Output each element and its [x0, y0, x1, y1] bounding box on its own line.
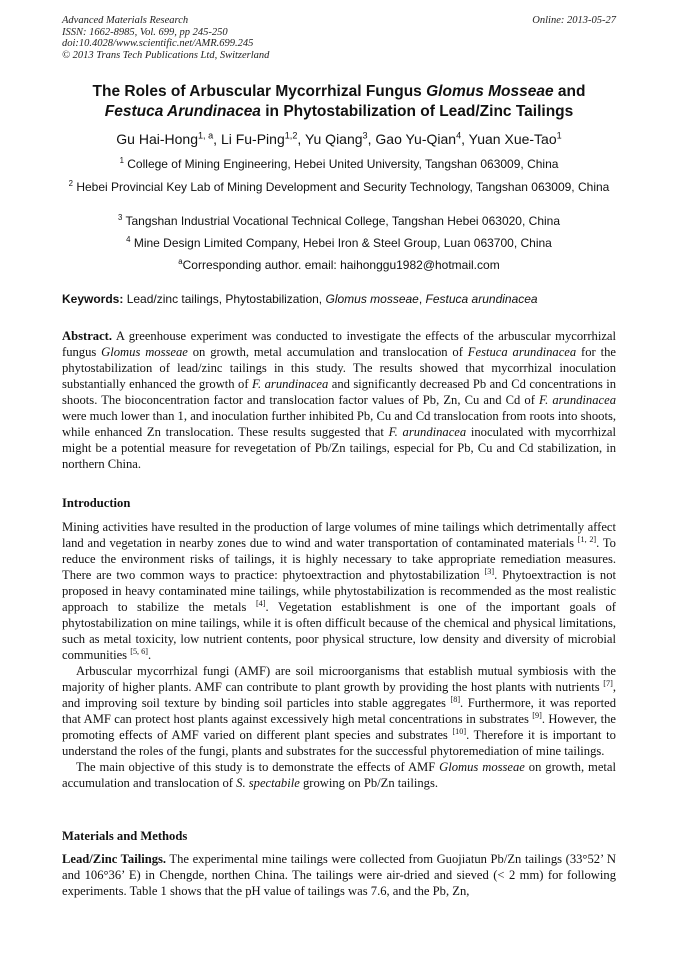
section-heading-introduction: Introduction [62, 496, 131, 510]
keywords: Keywords: Lead/zinc tailings, Phytostabilization, Glomus mosseae, Festuca arundinacea [62, 292, 538, 306]
author: Gu Hai-Hong$^{1, a}$ [116, 130, 214, 147]
paragraph: The main objective of this study is to demonstrate the effects of AMF Glomus mosseae on growth, metal accumulation and translocation of S. spectabile growing on Pb/Zn tailings. [62, 760, 616, 790]
paragraph: Arbuscular mycorrhizal fungi (AMF) are soil microorganisms that establish mutual symbiosis with the majority of higher plants. AMF can contribute to plant growth by providing the host plants with nutrients [7], and improving soil texture by binding soil particles into stable aggregates [8]. Furthermore, it was reported that AMF can protect host plants against excessively high metal concentrations in substrates [9]. However, the promoting effects of AMF varied on different plant species and substrates [10]. Therefore it is important to understand the roles of the fungi, plants and substrates for the successful phytoremediation of mine tailings. [62, 664, 616, 758]
abstract-label: Abstract. [62, 329, 113, 343]
author-list: Gu Hai-Hong$^{1, a}$, Li Fu-Ping$^{1,2}$, Yu Qiang$^3$, Gao Yu-Qian$^4$, Yuan Xue-Tao$^1$ [116, 130, 562, 147]
journal-name: Advanced Materials Research [62, 15, 189, 26]
keywords-label: Keywords: [62, 292, 124, 306]
issn: ISSN: 1662-8985, Vol. 699, pp 245-250 [62, 26, 228, 38]
introduction-body [62, 519, 616, 791]
corresponding-author: $^a$Corresponding author. email: haihonggu1982@hotmail.com [178, 257, 500, 272]
author: Yu Qiang$^3$ [304, 130, 368, 147]
paper-title [62, 82, 616, 122]
section-heading-methods: Materials and Methods [62, 829, 188, 843]
author: Gao Yu-Qian$^4$ [375, 130, 462, 147]
paragraph: Lead/Zinc Tailings. The experimental mine tailings were collected from Guojiatun Pb/Zn tailings (33°52’ N and 106°36’ E) in Chengde, northen China. The tailings were air-dried and sieved (< 2 mm) for following experiments. Table 1 shows that the pH value of tailings was 7.6, and the Pb, Zn, [62, 852, 616, 898]
methods-body [62, 851, 616, 899]
title-italic: Glomus Mosseae [426, 83, 554, 100]
journal-header [62, 15, 616, 61]
author: Li Fu-Ping$^{1,2}$ [220, 130, 298, 147]
copyright: © 2013 Trans Tech Publications Ltd, Switzerland [62, 49, 270, 61]
affiliation: $^1$ College of Mining Engineering, Hebei United University, Tangshan 063009, China [119, 156, 559, 171]
title-text: in Phytostabilization of Lead/Zinc Tailings [260, 103, 574, 120]
affiliation: $^2$ Hebei Provincial Key Lab of Mining Development and Security Technology, Tangshan 063009, China [68, 179, 610, 194]
paragraph: Mining activities have resulted in the production of large volumes of mine tailings which detrimentally affect land and vegetation in nearby zones due to wind and water transportation of contaminated materials [1, 2]. To reduce the environment risks of tailings, it is highly necessary to take appropriate remediation measures. There are two common ways to practice: phytoextraction and phytostabilization [3]. Phytoextraction is not proposed in heavy contaminated mine tailings, while phytostabilization is recommended as the most realistic approach to stabilize the metals [4]. Vegetation establishment is one of the important goals of phytostabilization on mine tailings, while it is often difficult because of the chemical and physical limitations, such as metal toxicity, low nutrient contents, poor physical structure, low density and diversity of microbial communities [5, 6]. [62, 520, 616, 662]
title-text: and [553, 83, 586, 100]
title-text: The Roles of Arbuscular Mycorrhizal Fungus [92, 83, 427, 100]
title-italic: Festuca Arundinacea [104, 103, 261, 120]
online-date: Online: 2013-05-27 [532, 15, 616, 26]
doi: doi:10.4028/www.scientific.net/AMR.699.245 [62, 38, 254, 49]
author: Yuan Xue-Tao$^1$ [468, 130, 562, 147]
subsection-label: Lead/Zinc Tailings. [62, 852, 167, 866]
abstract: Abstract. A greenhouse experiment was conducted to investigate the effects of the arbuscular mycorrhizal fungus Glomus mosseae on growth, metal accumulation and translocation of Festuca arundinacea for the phytostabilization of lead/zinc tailings in this study. The results showed that mycorrhizal inoculation substantially enhanced the growth of F. arundinacea and significantly decreased Pb and Cd concentrations in shoots. The bioconcentration factor and translocation factor values of Pb, Zn, Cu and Cd of F. arundinacea were much lower than 1, and inoculation further inhibited Pb, Cu and Cd translocation from roots into shoots, while enhanced Zn translocation. These results suggested that F. arundinacea inoculated with mycorrhizal might be a potential measure for revegetation of Pb/Zn tailings, especial for Pb, Cu and Cd stabilization, in northern China. [62, 329, 616, 471]
affiliation: $^3$ Tangshan Industrial Vocational Technical College, Tangshan Hebei 063020, China [118, 213, 560, 228]
affiliation: $^4$ Mine Design Limited Company, Hebei Iron & Steel Group, Luan 063700, China [126, 235, 552, 250]
